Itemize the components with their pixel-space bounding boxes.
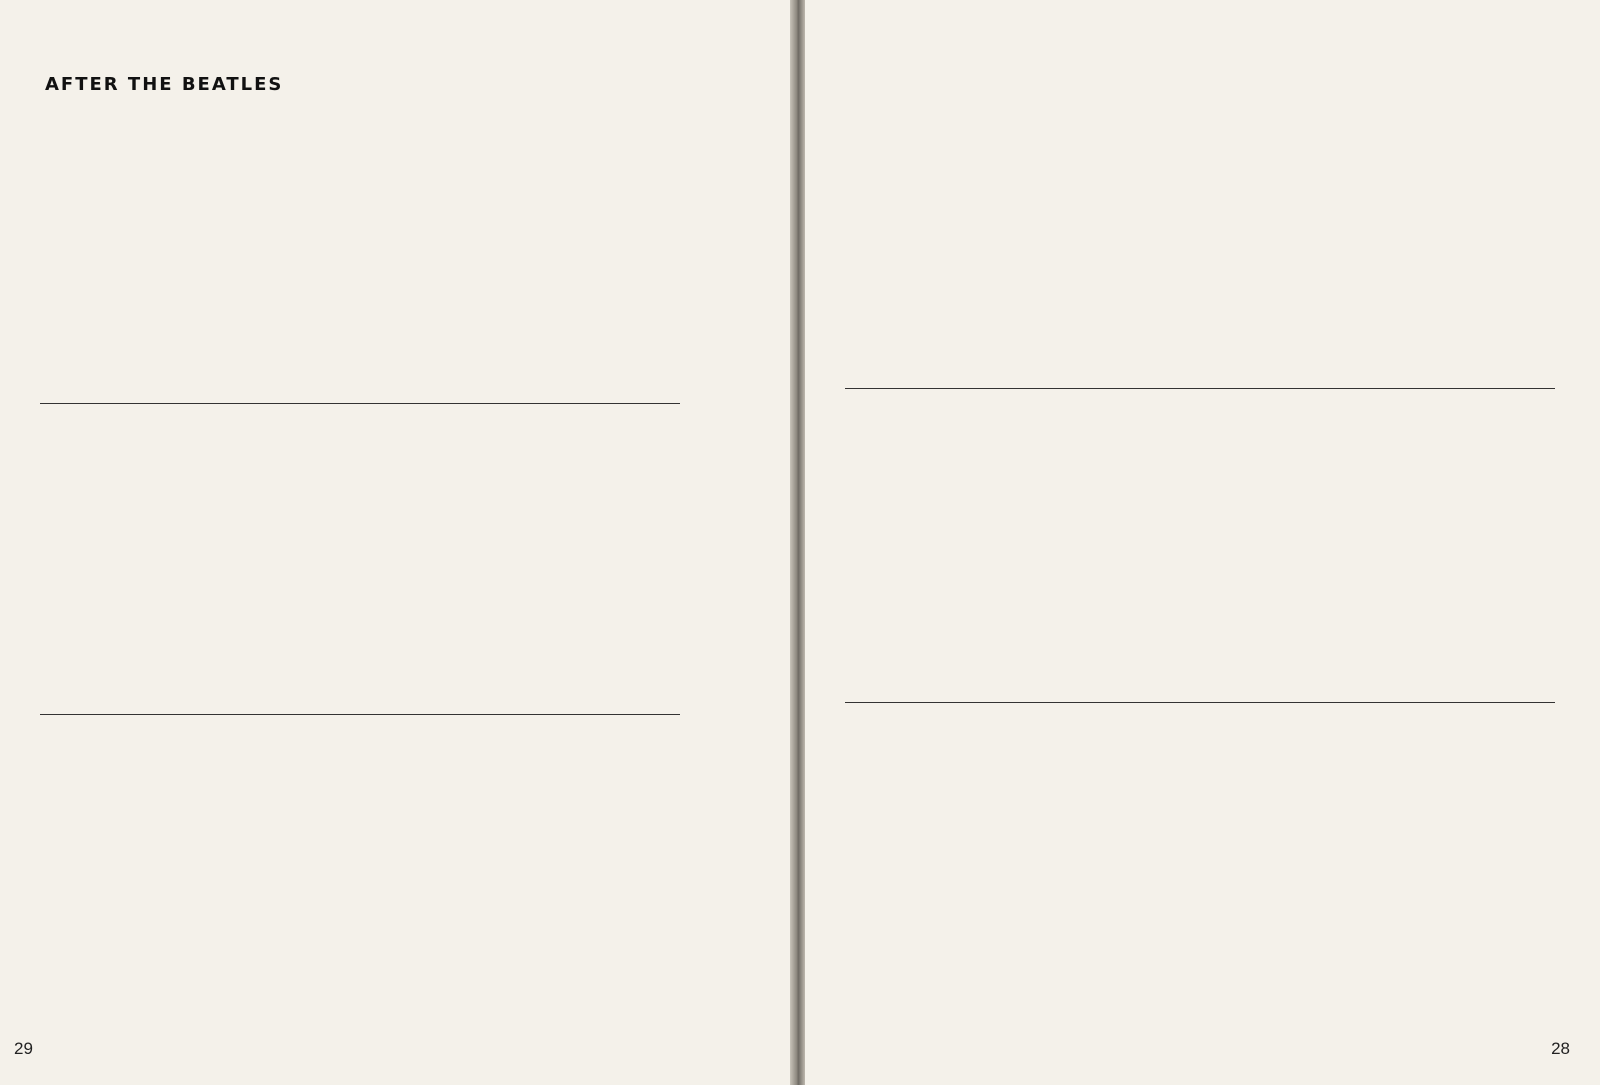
page-number: 29 [14,1039,33,1058]
text-block-top [845,98,1550,380]
text-column [688,722,712,1012]
right-page [805,0,1600,1085]
page-number: 28 [1551,1039,1570,1058]
text-column [1526,712,1550,1012]
text-column [1526,400,1550,694]
text-column [688,113,712,395]
left-page [0,0,790,1085]
section-rule [40,714,680,715]
text-block-top [40,113,712,395]
text-column [688,413,712,707]
text-block-middle [40,413,712,707]
text-block-bottom [845,712,1550,1012]
text-block-bottom [40,722,712,1012]
text-block-middle [845,400,1550,694]
running-header: AFTER THE BEATLES [45,74,284,95]
section-rule [845,388,1555,389]
text-column [1526,98,1550,380]
section-rule [40,403,680,404]
section-rule [845,702,1555,703]
book-gutter [790,0,805,1085]
